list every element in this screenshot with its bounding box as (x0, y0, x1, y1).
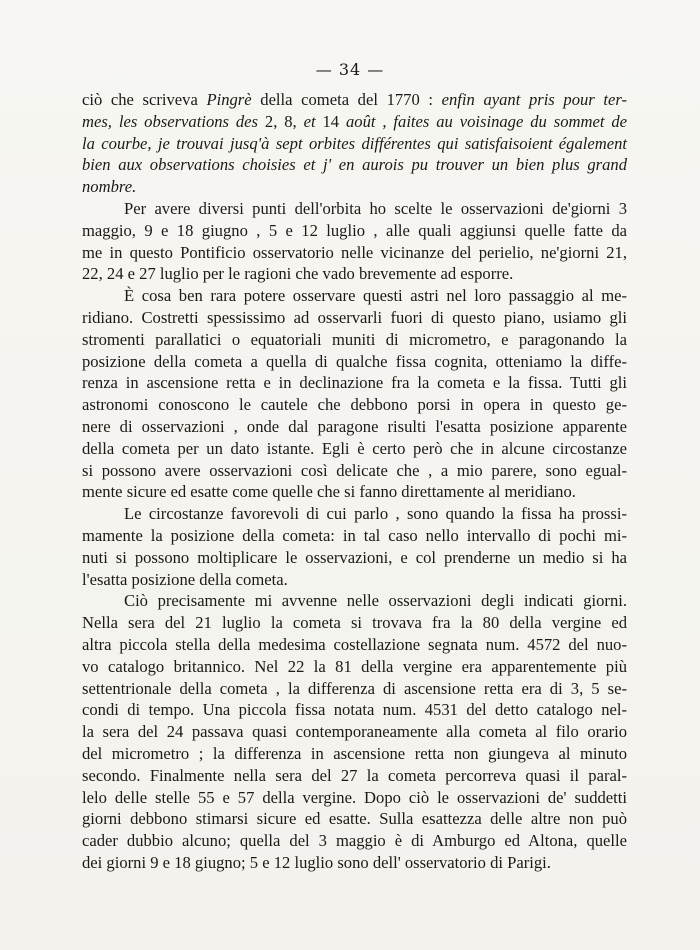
text-line (82, 394, 627, 416)
italic-text: et (303, 111, 323, 131)
text: È cosa ben rara potere osservare questi astri nel loro passaggio al me- (124, 286, 627, 306)
text: cader dubbio alcuno; quella del 3 maggio è di Amburgo ed Altona, quelle (82, 831, 627, 851)
text: del micrometro ; la differenza in ascensione retta non giungeva al minuto (82, 743, 627, 763)
italic-text: Pingrè (206, 90, 252, 109)
text-line (82, 830, 627, 852)
text-line (82, 307, 627, 329)
italic-text: août , faites au voisinage du sommet de (345, 111, 627, 131)
text-line (82, 678, 627, 700)
paragraph (82, 285, 627, 503)
italic-text: bien aux observations choisies et j' en aurois pu trouver un bien plus grand (82, 155, 627, 175)
text: 2, 8, (264, 111, 304, 131)
text-line (82, 525, 627, 547)
text: Nella sera del 21 luglio la cometa si trovava fra la 80 della vergine ed (82, 613, 627, 633)
text-line (82, 176, 627, 198)
italic-text: nombre. (82, 177, 137, 197)
text-line (82, 438, 627, 460)
paragraph (82, 503, 627, 590)
text-line (82, 612, 627, 634)
text: mamente la posizione della cometa: in tal caso nello intervallo di pochi mi- (82, 525, 627, 545)
text: astronomi conoscono le cautele che debbono porsi in opera in questo ge- (82, 395, 627, 415)
italic-text: mes, les observations des (82, 111, 265, 131)
text-line (82, 329, 627, 351)
text-line (82, 743, 627, 765)
text-line (82, 787, 627, 809)
text: stromenti parallatici o equatoriali muniti di micrometro, e paragonando la (82, 329, 627, 349)
text: 22, 24 e 27 luglio per le ragioni che vado brevemente ad esporre. (82, 264, 514, 284)
text-line (82, 242, 627, 264)
text: si possono avere osservazioni così delicate che , a mio parere, sono egual- (82, 460, 627, 480)
text: renza in ascensione retta e in declinazione fra la cometa e la fissa. Tutti gli (82, 373, 627, 393)
text-line (82, 220, 627, 242)
text: Le circostanze favorevoli di cui parlo , sono quando la fissa ha prossi- (124, 504, 627, 524)
text: mente sicure ed esatte come quelle che si fanno direttamente al meridiano. (82, 482, 576, 502)
text: della cometa del 1770 : (251, 90, 442, 109)
text: nere di osservazioni , onde dal paragone risulti l'esatta posizione apparente (82, 416, 627, 436)
text-line (82, 656, 627, 678)
paragraph (82, 198, 627, 285)
text: condi di tempo. Una piccola fissa notata num. 4531 del detto catalogo nel- (82, 700, 627, 720)
text-line (82, 481, 627, 503)
text: nuti si possono moltiplicare le osservazioni, e col prenderne un medio si ha (82, 547, 627, 567)
text-line (82, 263, 627, 285)
text: lelo delle stelle 55 e 57 della vergine. Dopo ciò le osservazioni de' suddetti (82, 787, 627, 807)
text-line (82, 111, 627, 133)
text: ciò che scriveva (82, 90, 207, 109)
text: Per avere diversi punti dell'orbita ho scelte le osservazioni de'giorni 3 (124, 198, 627, 218)
text-line (82, 89, 627, 111)
text: ridiano. Costretti spessissimo ad osservarli fuori di questo piano, usiamo gli (82, 307, 627, 327)
text-line (82, 808, 627, 830)
text: giorni debbono stimarsi sicure ed esatte. Sulla esattezza delle altre non può (82, 809, 627, 829)
text-line (82, 416, 627, 438)
text-line (82, 634, 627, 656)
text-line (82, 285, 627, 307)
paragraph (82, 590, 627, 873)
italic-text: la courbe, je trouvai jusq'à sept orbites différentes qui satisfaisoient également (82, 133, 627, 153)
text-line (82, 198, 627, 220)
text: l'esatta posizione della cometa. (82, 569, 288, 589)
text: settentrionale della cometa , la differenza di ascensione retta era di 3, 5 se- (82, 678, 627, 698)
text: altra piccola stella della medesima costellazione segnata num. 4572 del nuo- (82, 634, 627, 654)
text-line (82, 133, 627, 155)
text: posizione della cometa a quella di qualche fissa cognita, otteniamo la diffe- (82, 351, 627, 371)
text-line (82, 460, 627, 482)
text: secondo. Finalmente nella sera del 27 la cometa percorreva quasi il paral- (82, 765, 627, 785)
paragraph (82, 89, 627, 198)
text-line (82, 351, 627, 373)
text-line (82, 569, 627, 591)
text-line (82, 154, 627, 176)
text-line (82, 852, 627, 874)
text-line (82, 765, 627, 787)
text-line (82, 372, 627, 394)
text: Ciò precisamente mi avvenne nelle osservazioni degli indicati giorni. (124, 591, 627, 611)
italic-text: enfin ayant pris pour ter- (441, 90, 627, 109)
text: la sera del 24 passava quasi contemporaneamente alla cometa al filo orario (82, 722, 627, 742)
page-number: — 34 — (315, 60, 385, 79)
text-line (82, 547, 627, 569)
text: dei giorni 9 e 18 giugno; 5 e 12 luglio sono dell' osservatorio di Parigi. (82, 852, 551, 872)
body-text (82, 89, 627, 874)
text-line (82, 590, 627, 612)
text-line (82, 699, 627, 721)
text: 14 (322, 111, 346, 131)
text-line (82, 503, 627, 525)
text: me in questo Pontificio osservatorio nelle vicinanze del perielio, ne'giorni 21, (82, 242, 627, 262)
text: vo catalogo britannico. Nel 22 la 81 della vergine era apparentemente più (82, 656, 627, 676)
text: della cometa per un dato istante. Egli è certo però che in alcune circostanze (82, 438, 627, 458)
text: maggio, 9 e 18 giugno , 5 e 12 luglio , alle quali aggiunsi quelle fatte da (82, 220, 627, 240)
text-line (82, 721, 627, 743)
